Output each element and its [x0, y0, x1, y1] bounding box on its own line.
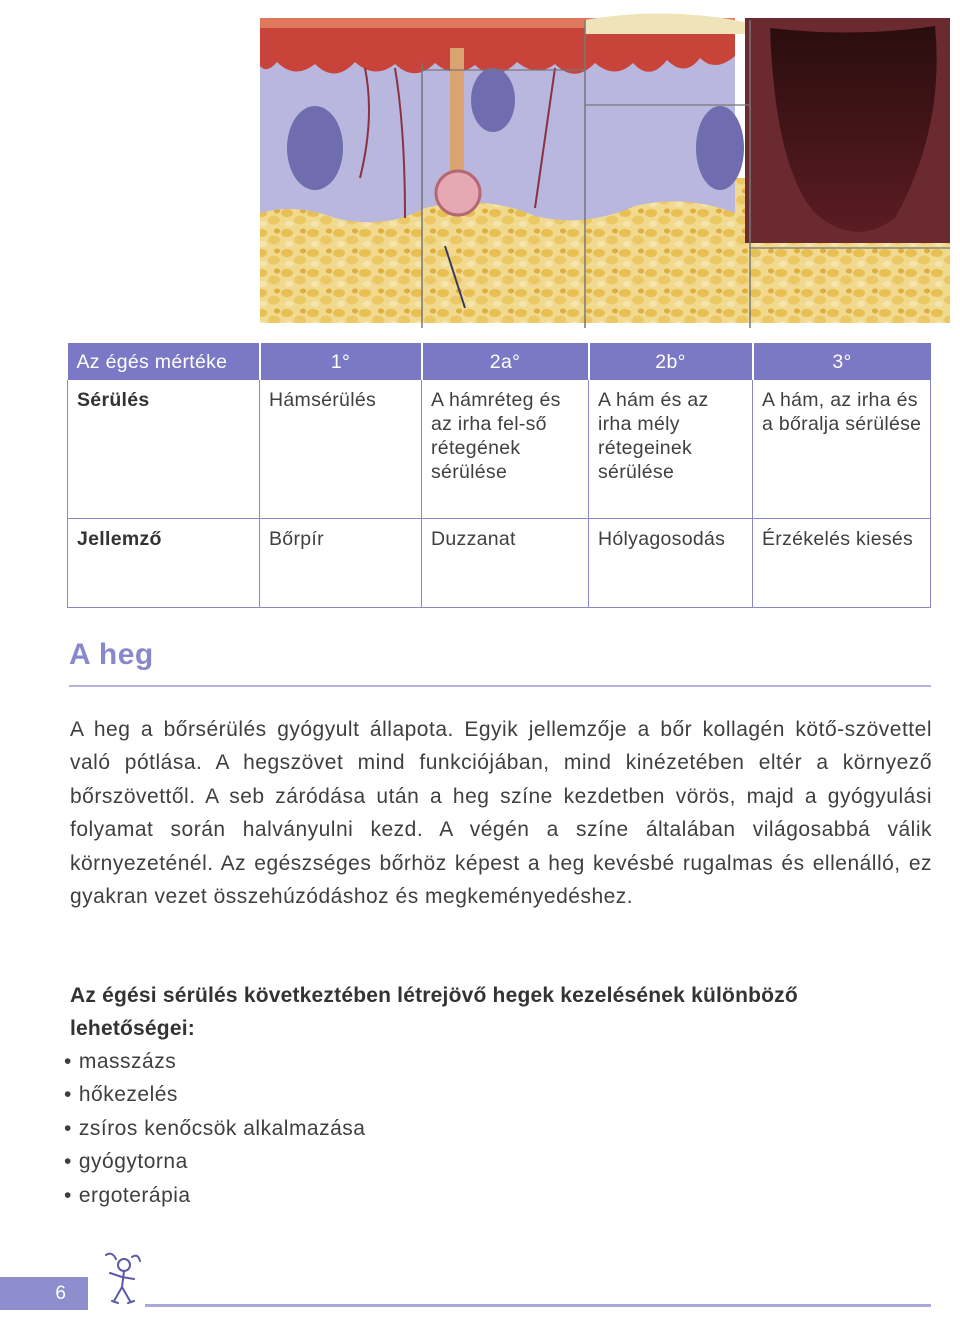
list-item: • gyógytorna [64, 1145, 365, 1178]
list-item: • hőkezelés [64, 1078, 365, 1111]
scar-description-paragraph: A heg a bőrsérülés gyógyult állapota. Egyik jellemzője a bőr kollagén kötő-szövettel való pótlása. A hegszövet mind funkciójában, mind kinézetében eltér a környező bőrszövettől. A seb záródása után a heg színe kezdetben vörös, majd a gyógyulási folyamat során halványulni kezd. A végén a színe általában világosabbá válik környezeténél. Az egészséges bőrhöz képest a heg kevésbé rugalmas és ellenálló, ez gyakran vezet összehúzódáshoz és megkeményedéshez. [70, 718, 932, 909]
table-header-row [68, 343, 931, 380]
skin-cross-section-illustration [255, 8, 955, 328]
table-cell: A hám, az irha és a bőralja sérülése [753, 380, 931, 519]
footer-divider [145, 1304, 931, 1307]
table-cell: Érzékelés kiesés [753, 519, 931, 608]
table-cell: A hám és az irha mély rétegeinek sérülése [589, 380, 753, 519]
section-divider [69, 685, 931, 687]
header-degree-2b: 2b° [589, 343, 753, 380]
burn-degree-table [67, 343, 931, 608]
row-label-injury: Sérülés [68, 380, 260, 519]
table-row [68, 519, 931, 608]
list-item: • masszázs [64, 1045, 365, 1078]
row-label-feature: Jellemző [68, 519, 260, 608]
section-title: A heg [69, 638, 154, 671]
table-row [68, 380, 931, 519]
table-cell: Duzzanat [422, 519, 589, 608]
header-burn-degree: Az égés mértéke [68, 343, 260, 380]
mascot-figure-icon [98, 1249, 146, 1311]
header-degree-1: 1° [260, 343, 422, 380]
header-degree-2a: 2a° [422, 343, 589, 380]
treatment-heading: Az égési sérülés következtében létrejövő hegek kezelésének különböző lehetőségei: [70, 984, 798, 1041]
table-cell: Bőrpír [260, 519, 422, 608]
list-item: • ergoterápia [64, 1179, 365, 1212]
table-cell: Hólyagosodás [589, 519, 753, 608]
table-cell: A hámréteg és az irha fel-ső rétegének sérülése [422, 380, 589, 519]
page-number: 6 [55, 1283, 66, 1304]
header-degree-3: 3° [753, 343, 931, 380]
page-number-tab [0, 1277, 88, 1310]
table-cell: Hámsérülés [260, 380, 422, 519]
treatment-list [64, 1045, 365, 1212]
list-item: • zsíros kenőcsök alkalmazása [64, 1112, 365, 1145]
